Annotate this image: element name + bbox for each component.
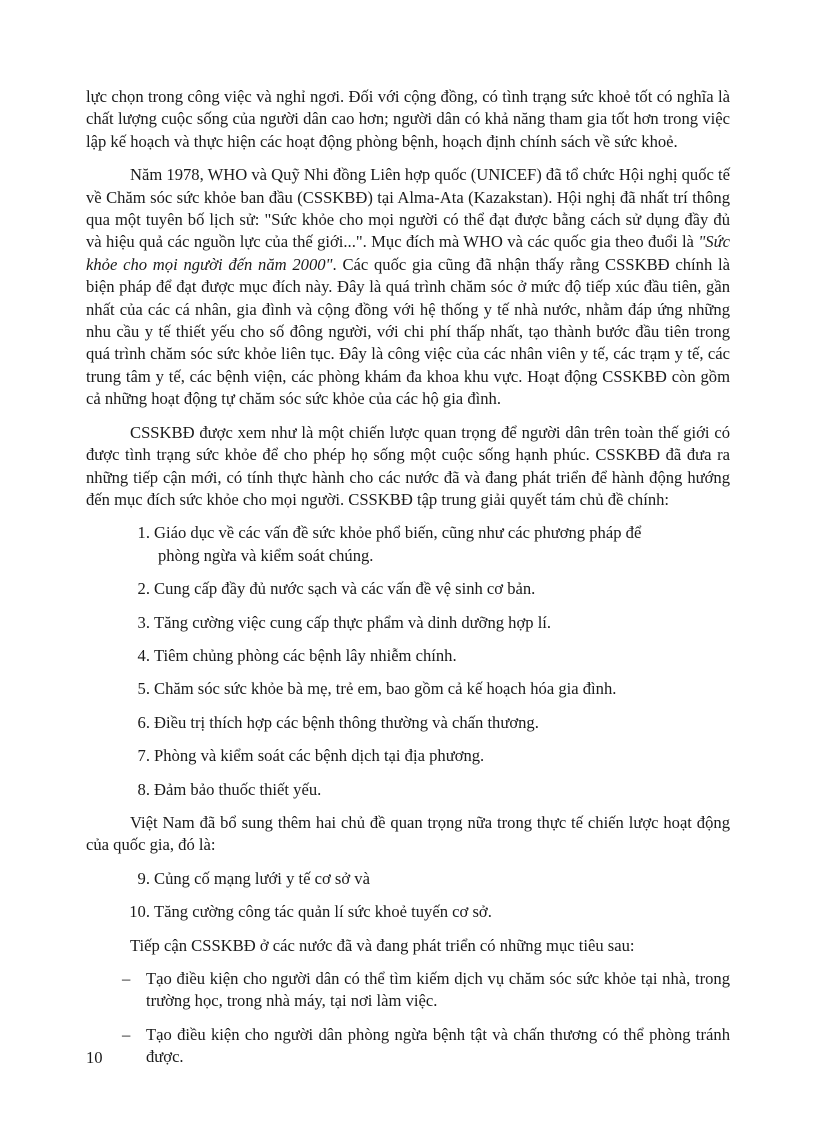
dash-bullet: – xyxy=(122,1024,131,1044)
paragraph-strategy: CSSKBĐ được xem như là một chiến lược quan trọng để người dân trên toàn thế giới có được tình trạng sức khỏe để cho phép họ sống một cuộc sống hạnh phúc. CSSKBĐ đã đưa ra những tiếp cận mới, có tính thực hành cho các nước đã và đang phát triển để hành động hướng đến mục đích sức khỏe cho mọi người. CSSKBĐ tập trung giải quyết tám chủ đề chính: xyxy=(86,422,730,509)
goals-list xyxy=(86,968,730,1069)
list-item-text: Tạo điều kiện cho người dân phòng ngừa bệnh tật và chấn thương có thể phòng tránh được. xyxy=(146,1024,730,1067)
list-item xyxy=(86,645,730,667)
paragraph-alma-ata xyxy=(86,164,730,410)
list-item-line: phòng ngừa và kiểm soát chúng. xyxy=(158,545,374,565)
list-item-line: Giáo dục về các vấn đề sức khỏe phổ biến, cũng như các phương pháp để xyxy=(154,523,642,543)
list-item xyxy=(86,712,730,734)
list-item-number: 4. xyxy=(137,645,150,665)
list-item-text: Phòng và kiểm soát các bệnh dịch tại địa phương. xyxy=(154,746,485,766)
paragraph-intro: lực chọn trong công việc và nghỉ ngơi. Đối với cộng đồng, có tình trạng sức khoẻ tốt có nghĩa là chất lượng cuộc sống của người dân cao hơn; người dân có khả năng tham gia tốt hơn trong việc lập kế hoạch và thực hiện các hoạt động phòng bệnh, hoạch định chính sách về sức khoẻ. xyxy=(86,87,730,151)
list-item-text: Tăng cường công tác quản lí sức khoẻ tuyến cơ sở. xyxy=(154,902,492,922)
list-item xyxy=(86,745,730,767)
list-item-number: 2. xyxy=(137,579,150,599)
list-item-number: 10. xyxy=(129,902,150,922)
list-item xyxy=(86,678,730,700)
list-item xyxy=(86,522,730,567)
list-item-number: 3. xyxy=(137,612,150,632)
list-item-text xyxy=(154,522,730,567)
paragraph-goals-intro: Tiếp cận CSSKBĐ ở các nước đã và đang phát triển có những mục tiêu sau: xyxy=(130,935,635,955)
paragraph-vietnam: Việt Nam đã bổ sung thêm hai chủ đề quan trọng nữa trong thực tế chiến lược hoạt động của quốc gia, đó là: xyxy=(86,812,730,855)
page-number: 10 xyxy=(86,1048,103,1067)
list-item xyxy=(86,779,730,801)
list-item-text: Cung cấp đầy đủ nước sạch và các vấn đề vệ sinh cơ bản. xyxy=(154,579,536,599)
paragraph-alma-ata-cont: . Các quốc gia cũng đã nhận thấy rằng CSSKBĐ chính là biện pháp để đạt được mục đích này. Đây là quá trình chăm sóc ở mức độ tiếp xúc đầu tiên, gần nhất của các cá nhân, gia đình và cộng đồng với hệ thống y tế nhà nước, nhằm đáp ứng những nhu cầu y tế thiết yếu cho số đông người, với chi phí thấp nhất, tạo thành bước đầu tiên trong quá trình chăm sóc sức khỏe liên tục. Đây là công việc của các nhân viên y tế, các trạm y tế, các trung tâm y tế, các bệnh viện, các phòng khám đa khoa khu vực. Hoạt động CSSKBĐ còn gồm cả những hoạt động tự chăm sóc sức khỏe của các hộ gia đình. xyxy=(86,254,730,409)
list-item xyxy=(86,1024,730,1069)
list-item-text: Tiêm chủng phòng các bệnh lây nhiễm chính. xyxy=(154,645,457,665)
list-item-number: 5. xyxy=(137,679,150,699)
list-item-number: 9. xyxy=(137,868,150,888)
list-item xyxy=(86,578,730,600)
main-topics-list xyxy=(86,522,730,801)
list-item xyxy=(86,968,730,1013)
list-item-text: Tăng cường việc cung cấp thực phẩm và dinh dưỡng hợp lí. xyxy=(154,612,552,632)
list-item-text: Điều trị thích hợp các bệnh thông thường và chấn thương. xyxy=(154,712,539,732)
list-item xyxy=(86,901,730,923)
list-item-number: 7. xyxy=(137,746,150,766)
list-item-text: Đảm bảo thuốc thiết yếu. xyxy=(154,779,322,799)
slogan-italic: "Sức khỏe cho mọi người đến năm 2000" xyxy=(86,232,730,274)
list-item-text: Tạo điều kiện cho người dân có thể tìm kiếm dịch vụ chăm sóc sức khỏe tại nhà, trong trường học, trong nhà máy, tại nơi làm việc. xyxy=(146,969,730,1011)
list-item-number: 6. xyxy=(137,712,150,732)
list-item xyxy=(86,612,730,634)
list-item-text: Củng cố mạng lưới y tế cơ sở và xyxy=(154,868,370,888)
dash-bullet: – xyxy=(122,969,131,988)
vietnam-topics-list xyxy=(86,868,730,924)
list-item-text: Chăm sóc sức khỏe bà mẹ, trẻ em, bao gồm cả kế hoạch hóa gia đình. xyxy=(154,679,617,699)
paragraph-alma-ata-text: Năm 1978, WHO và Quỹ Nhi đồng Liên hợp quốc (UNICEF) đã tổ chức Hội nghị quốc tế về Chăm sóc sức khỏe ban đầu (CSSKBĐ) tại Alma-Ata (Kazakstan). Hội nghị đã nhất trí thông qua một tuyên bố lịch sử: "Sức khỏe cho mọi người có thể đạt được bằng cách sử dụng đầy đủ và hiệu quả các nguồn lực của thế giới...". Mục đích mà WHO và các quốc gia theo đuổi là xyxy=(86,165,730,252)
page-body xyxy=(86,86,730,1080)
list-item-number: 8. xyxy=(137,779,150,799)
list-item xyxy=(86,868,730,890)
list-item-number: 1. xyxy=(137,523,150,543)
